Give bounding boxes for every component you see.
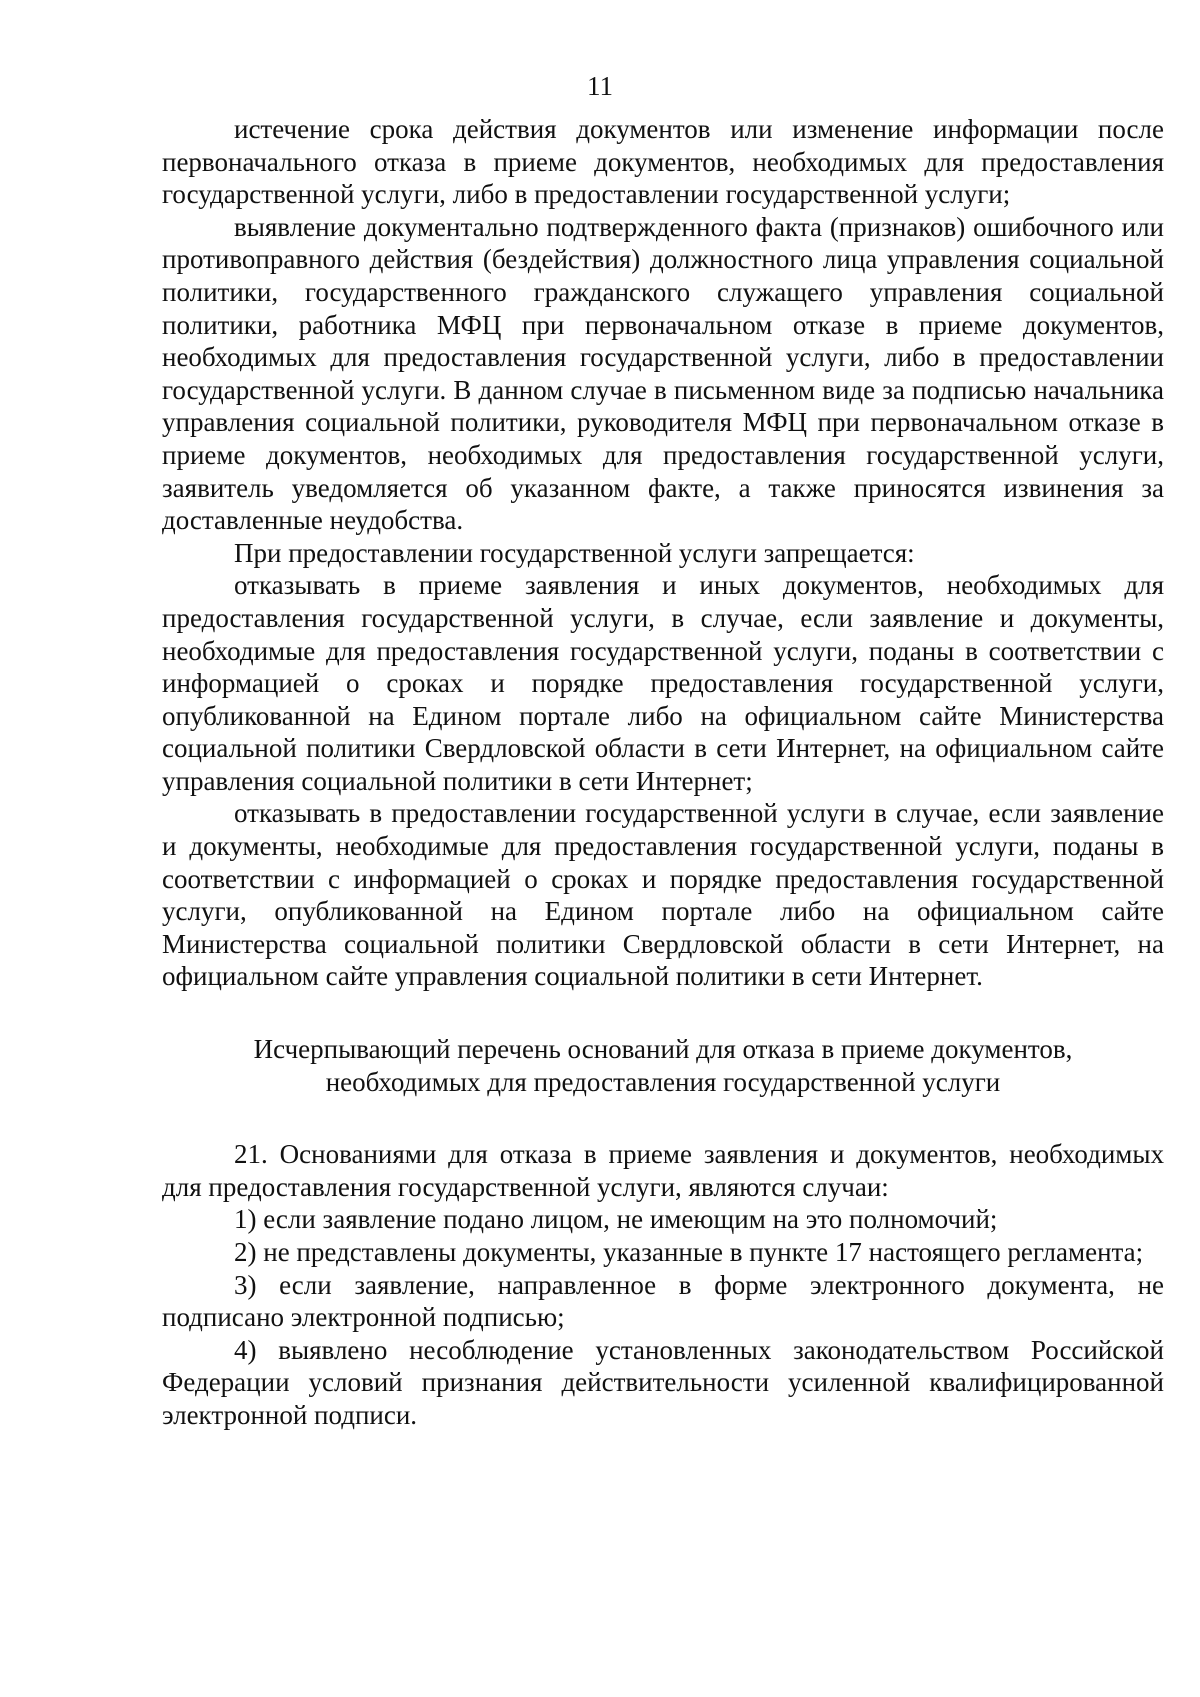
paragraph-prohibitions-intro: При предоставлении государственной услуги запрещается: xyxy=(234,537,915,568)
section-heading-line-2: необходимых для предоставления государственной услуги xyxy=(325,1066,1001,1097)
list-item-2: 2) не представлены документы, указанные в пункте 17 настоящего регламента; xyxy=(234,1237,1144,1267)
paragraph-prohibition-refuse-acceptance: отказывать в приеме заявления и иных документов, необходимых для предоставления государственной услуги, в случае, если заявление и документы, необходимые для предоставления государственной услуги, поданы в соответствии с информацией о сроках и порядке предоставления государственной услуги, опубликованной на Едином портале либо на официальном сайте Министерства социальной политики Свердловской области в сети Интернет, на официальном сайте управления социальной политики в сети Интернет; xyxy=(162,570,1164,796)
section-heading-line-1: Исчерпывающий перечень оснований для отказа в приеме документов, xyxy=(253,1034,1073,1065)
paragraph-prohibition-refuse-service: отказывать в предоставлении государственной услуги в случае, если заявление и документы, необходимые для предоставления государственной услуги, поданы в соответствии с информацией о сроках и порядке предоставления государственной услуги, опубликованной на Едином портале либо на официальном сайте Министерства социальной политики Свердловской области в сети Интернет, на официальном сайте управления социальной политики в сети Интернет. xyxy=(162,798,1164,992)
list-item-4: 4) выявлено несоблюдение установленных законодательством Российской Федерации условий признания действительности усиленной квалифицированной электронной подписи. xyxy=(162,1334,1164,1430)
paragraph-error-detection: выявление документально подтвержденного факта (признаков) ошибочного или противоправного действия (бездействия) должностного лица управления социальной политики, государственного гражданского служащего управления социальной политики, работника МФЦ при первоначальном отказе в приеме документов, необходимых для предоставления государственной услуги, либо в предоставлении государственной услуги. В данном случае в письменном виде за подписью начальника управления социальной политики, руководителя МФЦ при первоначальном отказе в приеме документов, необходимых для предоставления государственной услуги, заявитель уведомляется об указанном факте, а также приносятся извинения за доставленные неудобства. xyxy=(162,211,1164,536)
page-number: 11 xyxy=(587,71,613,101)
list-item-3: 3) если заявление, направленное в форме электронного документа, не подписано электронной подписью; xyxy=(162,1269,1164,1333)
list-item-1: 1) если заявление подано лицом, не имеющим на это полномочий; xyxy=(234,1204,998,1235)
document-body xyxy=(162,113,1164,1432)
paragraph-document-expiry: истечение срока действия документов или изменение информации после первоначального отказа в приеме документов, необходимых для предоставления государственной услуги, либо в предоставлении государственной услуги; xyxy=(162,114,1164,210)
paragraph-clause-21: 21. Основаниями для отказа в приеме заявления и документов, необходимых для предоставления государственной услуги, являются случаи: xyxy=(162,1139,1164,1202)
section-heading xyxy=(162,1033,1164,1098)
